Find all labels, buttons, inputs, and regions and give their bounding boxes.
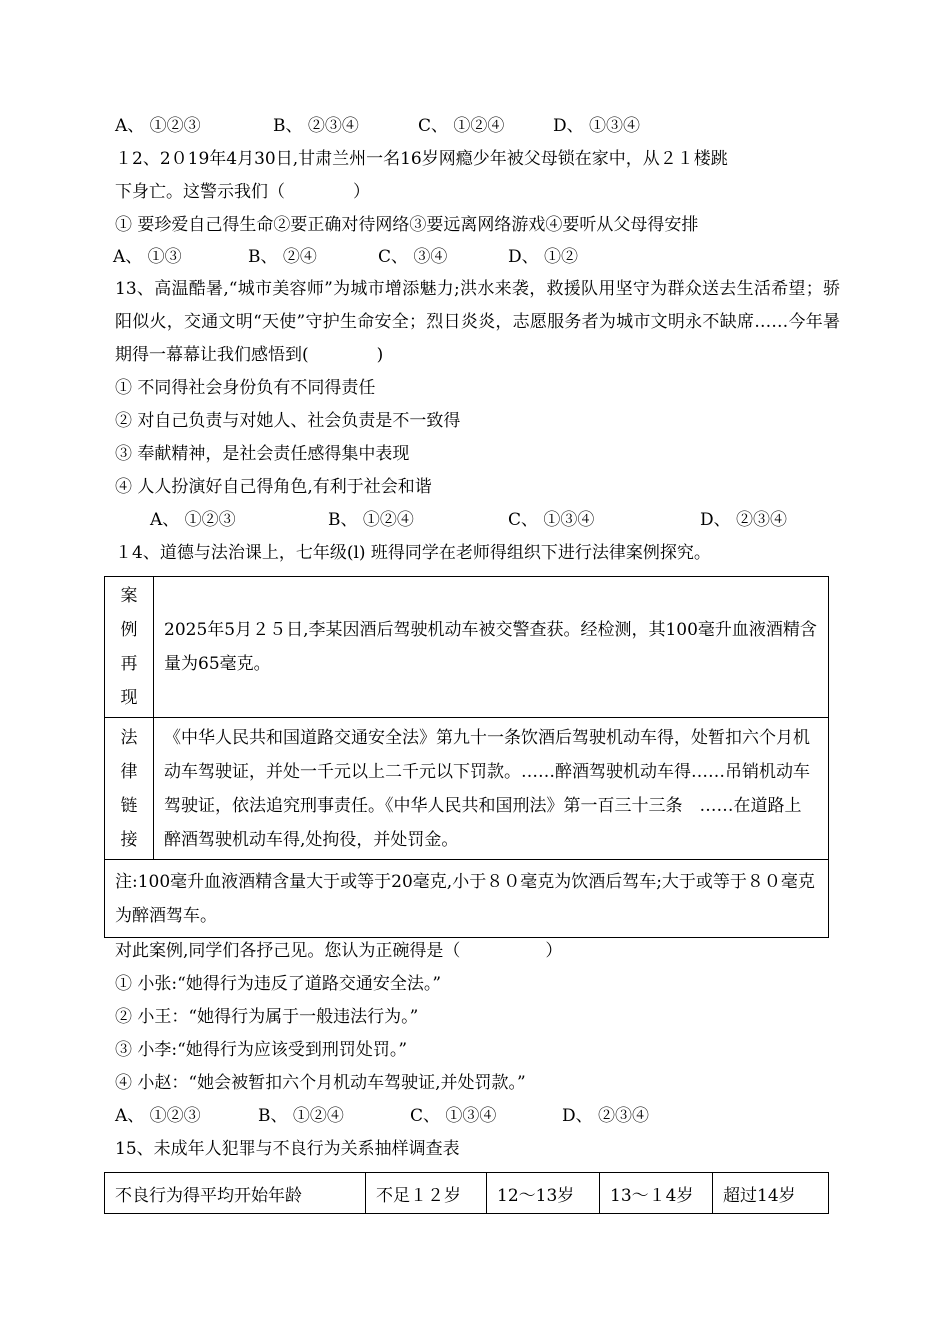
q13-statement-1: ① 不同得社会身份负有不同得责任 <box>115 378 376 398</box>
label-char: 法 <box>120 727 138 748</box>
q13-statement-2: ② 对自己负责与对她人、社会负责是不一致得 <box>115 411 461 431</box>
survey-cell: 12～13岁 <box>487 1173 600 1214</box>
q12-option-d: D、 ①② <box>508 247 579 267</box>
label-char: 律 <box>120 761 138 782</box>
survey-cell: 超过14岁 <box>713 1173 829 1214</box>
case-note: 注:100毫升血液酒精含量大于或等于20毫克,小于８０毫克为饮酒后驾车;大于或等于８０毫克为醉酒驾车。 <box>105 860 829 938</box>
q12-stem-line2: 下身亡。这警示我们（ ） <box>115 182 370 202</box>
q12-statements: ① 要珍爱自己得生命②要正确对待网络③要远离网络游戏④要听从父母得安排 <box>115 215 699 235</box>
label-char: 链 <box>120 795 138 816</box>
label-char: 接 <box>120 829 138 850</box>
q14-option-d: D、 ②③④ <box>562 1106 650 1126</box>
survey-row <box>105 1173 829 1214</box>
q14-stem: １4、道德与法治课上，七年级(l) 班得同学在老师得组织下进行法律案例探究。 <box>115 543 711 563</box>
q12-option-b: B、 ②④ <box>248 247 317 267</box>
q11-option-b: B、 ②③④ <box>273 116 359 136</box>
q14-option-a: A、 ①②③ <box>115 1106 201 1126</box>
q12-stem-line1: １2、2０19年4月30日,甘肃兰州一名16岁网瘾少年被父母锁在家中，从２１楼跳 <box>115 149 728 169</box>
survey-cell-header: 不良行为得平均开始年龄 <box>105 1173 366 1214</box>
case-label-legal-link <box>105 718 154 860</box>
label-char: 案 <box>120 586 138 606</box>
q14-statement-4: ④ 小赵：“她会被暂扣六个月机动车驾驶证,并处罚款。” <box>115 1073 526 1093</box>
q15-title: 15、未成年人犯罪与不良行为关系抽样调查表 <box>115 1139 460 1159</box>
case-content-legal-link: 《中华人民共和国道路交通安全法》第九十一条饮酒后驾驶机动车得，处暂扣六个月机动车驾驶证，并处一千元以上二千元以下罚款。……醉酒驾驶机动车得……吊销机动车驾驶证，依法追究刑事责任。《中华人民共和国刑法》第一百三十三条 ……在道路上醉酒驾驶机动车得,处拘役，并处罚金。 <box>154 718 829 860</box>
case-row-legal-link <box>105 718 829 860</box>
q12-option-a: A、 ①③ <box>113 247 182 267</box>
case-row-reproduction <box>105 577 829 718</box>
case-label-reproduction <box>105 577 154 718</box>
q14-statement-1: ① 小张:“她得行为违反了道路交通安全法。” <box>115 974 442 994</box>
q14-option-c: C、 ①③④ <box>410 1106 497 1126</box>
q13-statement-4: ④ 人人扮演好自己得角色,有利于社会和谐 <box>115 477 432 497</box>
q11-option-c: C、 ①②④ <box>418 116 505 136</box>
q13-statement-3: ③ 奉献精神，是社会责任感得集中表现 <box>115 444 410 464</box>
q11-option-d: D、 ①③④ <box>553 116 641 136</box>
case-content-reproduction: 2025年5月２５日,李某因酒后驾驶机动车被交警查获。经检测，其100毫升血液酒精含量为65毫克。 <box>154 577 829 718</box>
q14-statement-2: ② 小王：“她得行为属于一般违法行为。” <box>115 1007 419 1027</box>
q13-option-d: D、 ②③④ <box>700 510 788 530</box>
q13-option-a: A、 ①②③ <box>150 510 236 530</box>
q11-option-a: A、 ①②③ <box>115 116 201 136</box>
label-char: 现 <box>120 688 138 708</box>
q13-option-b: B、 ①②④ <box>328 510 414 530</box>
label-char: 再 <box>120 654 138 674</box>
survey-cell: 不足１２岁 <box>366 1173 487 1214</box>
q13-stem: 13、高温酷暑,“城市美容师”为城市增添魅力;洪水来袭，救援队用坚守为群众送去生活希望；骄阳似火，交通文明“天使”守护生命安全；烈日炎炎，志愿服务者为城市文明永不缺席……今年暑期得一幕幕让我们感悟到( ) <box>115 279 840 365</box>
survey-cell: 13～１4岁 <box>600 1173 713 1214</box>
q14-prompt: 对此案例,同学们各抒己见。您认为正碗得是（ ） <box>115 941 563 961</box>
q14-statement-3: ③ 小李:“她得行为应该受到刑罚处罚。” <box>115 1040 408 1060</box>
case-row-note <box>105 860 829 938</box>
q14-option-b: B、 ①②④ <box>258 1106 344 1126</box>
q14-case-table <box>104 576 829 938</box>
q13-option-c: C、 ①③④ <box>508 510 595 530</box>
q15-survey-table <box>104 1172 829 1214</box>
q12-option-c: C、 ③④ <box>378 247 448 267</box>
label-char: 例 <box>120 620 138 640</box>
